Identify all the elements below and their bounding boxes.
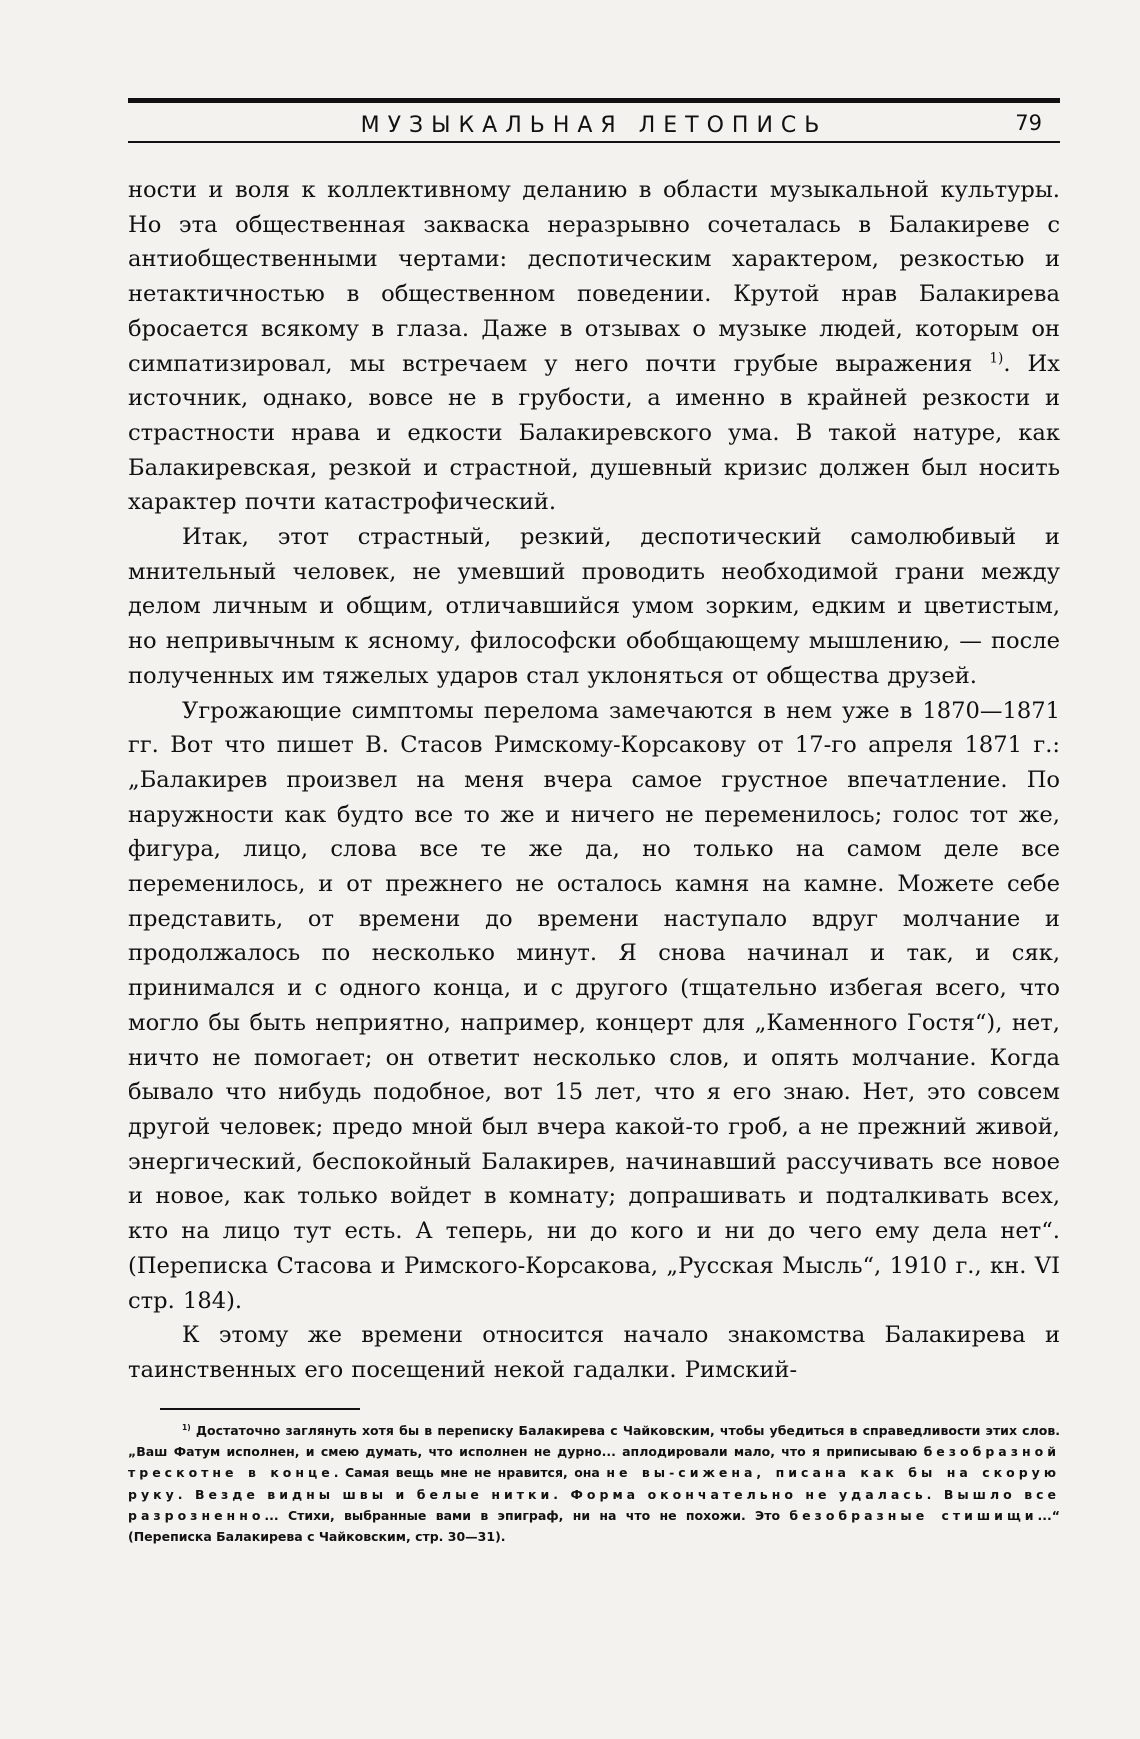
journal-title: МУЗЫКАЛЬНАЯ ЛЕТОПИСЬ bbox=[360, 113, 828, 138]
paragraph-1: ности и воля к коллективному деланию в области музыкальной культуры. Но эта общественная закваска неразрывно сочеталась в Балакиреве с антиобщественными чертами: деспотическим характером, резкостью и нетактичностью в общественном поведении. Крутой нрав Балакирева бросается всякому в глаза. Даже в отзывах о музыке людей, которым он симпатизировал, мы встречаем у него почти грубые выражения $^{1)}$. Их источник, однако, вовсе не в грубости, а именно в крайней резкости и страстности нрава и едкости Балакиревского ума. В такой натуре, как Балакиревская, резкой и страстной, душевный кризис должен был носить характер почти катастрофический. bbox=[128, 177, 1060, 516]
page-number: 79 bbox=[1015, 111, 1042, 135]
paragraph-1-tail: Их источник, однако, вовсе не в грубости, а именно в крайней резкости и страстности нрава и едкости Балакиревского ума. В такой натуре, как Балакиревская, резкой и страстной, душевный кризис должен был носить характер почти катастрофический. bbox=[128, 350, 1060, 516]
footnote bbox=[128, 1420, 1060, 1548]
footnote-emphasis-b: безобразной трескотне в конце bbox=[128, 1443, 1060, 1481]
page bbox=[128, 98, 1060, 1547]
footnote-text-e: ... Стихи, выбранные вами в эпиграф, ни на что не похожи. Это bbox=[264, 1507, 781, 1523]
running-header bbox=[128, 107, 1060, 143]
paragraph-1-text: ности и воля к коллективному деланию в области музыкальной культуры. Но эта общественная закваска неразрывно сочеталась в Балакиреве с антиобщественными чертами: деспотическим характером, резкостью и нетактичностью в общественном поведении. Крутой нрав Балакирева бросается всякому в глаза. Даже в отзывах о музыке людей, которым он симпатизировал, мы встречаем у него почти грубые выражения bbox=[128, 177, 1060, 377]
paragraph-3: Угрожающие симптомы перелома замечаются в нем уже в 1870—1871 гг. Вот что пишет В. Стасов Римскому-Корсакову от 17-го апреля 1871 г.: „Балакирев произвел на меня вчера самое грустное впечатление. По наружности как будто все то же и ничего не переменилось; голос тот же, фигура, лицо, слова все те же да, но только на самом деле все переменилось, и от прежнего не осталось камня на камне. Можете себе представить, от времени до времени наступало вдруг молчание и продолжалось по несколько минут. Я снова начинал и так, и сяк, принимался и с одного конца, и с другого (тщательно избегая всего, что могло бы быть неприятно, например, концерт для „Каменного Гостя“), нет, ничто не помогает; он ответит несколько слов, и опять молчание. Когда бывало что нибудь подобное, вот 15 лет, что я его знаю. Нет, это совсем другой человек; предо мной был вчера какой-то гроб, а не прежний живой, энергический, беспокойный Балакирев, начинавший рассучивать все новое и новое, как только войдет в комнату; допрашивать и подталкивать всех, кто на лицо тут есть. А теперь, ни до кого и ни до чего ему дела нет“. (Переписка Стасова и Римского-Корсакова, „Русская Мысль“, 1910 г., кн. VI стр. 184). bbox=[128, 697, 1060, 1314]
footnote-marker: 1) bbox=[182, 1422, 191, 1432]
footnote-rule bbox=[160, 1408, 360, 1410]
footnote-text-c: . Самая вещь мне не нравится, она bbox=[333, 1465, 600, 1481]
paragraph-2: Итак, этот страстный, резкий, деспотический самолюбивый и мнительный человек, не умевший проводить необходимой грани между делом личным и общим, отличавшийся умом зорким, едким и цветистым, но непривычным к ясному, философски обобщающему мышлению, — после полученных им тяжелых ударов стал уклоняться от общества друзей. bbox=[128, 524, 1060, 689]
paragraph-4: К этому же времени относится начало знакомства Балакирева и таинственных его посещений некой гадалки. Римский- bbox=[128, 1322, 1060, 1383]
footnote-emphasis-d: не вы-сижена, писана как бы на скорую руку. Везде видны швы и белые нитки. Форма окончательно не удалась. Вышло все разрозненно bbox=[128, 1465, 1060, 1523]
footnote-ref: 1) bbox=[989, 349, 1004, 366]
header-rule bbox=[128, 98, 1060, 103]
footnote-text-g: ...“ (Переписка Балакирева с Чайковским, стр. 30—31). bbox=[128, 1507, 1060, 1545]
footnote-emphasis-f: безобразные стишищи bbox=[789, 1507, 1038, 1523]
footnote-text-a: Достаточно заглянуть хотя бы в переписку Балакирева с Чайковским, чтобы убедиться в справедливости этих слов. „Ваш Фатум исполнен, и смею думать, что исполнен не дурно... аплодировали мало, что я приписываю bbox=[128, 1422, 1060, 1459]
body-text bbox=[128, 173, 1060, 1388]
